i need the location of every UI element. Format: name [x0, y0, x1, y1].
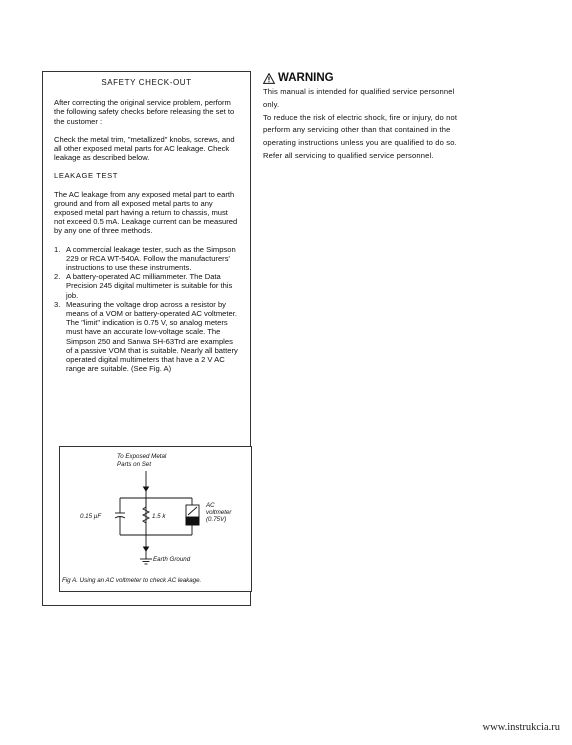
fig-label-parts-on-set: Parts on Set [117, 461, 152, 468]
leakage-test-heading: LEAKAGE TEST [54, 171, 119, 181]
list-item-text: A commercial leakage tester, such as the Simpson 229 or RCA WT-540A. Follow the manufacturers' instructions to use these instruments. [66, 244, 236, 273]
arrow-bottom [144, 547, 149, 551]
warning-triangle-icon [263, 73, 275, 84]
fig-label-capacitor: 0.15 µF [80, 513, 102, 520]
fig-label-earth-ground: Earth Ground [153, 556, 191, 563]
figure-a [59, 446, 252, 592]
warning-line: only. [263, 99, 280, 109]
list-item [54, 300, 239, 374]
figure-caption: Fig A. Using an AC voltmeter to check AC leakage. [62, 577, 202, 584]
fig-label-voltmeter: voltmeter [206, 509, 232, 516]
list-item-text: A battery-operated AC milliammeter. The Data Precision 245 digital multimeter is suitable for this job. [66, 272, 233, 300]
fig-label-resistor: 1.5 k [152, 513, 166, 520]
warning-line: perform any servicing other than that contained in the [263, 125, 451, 135]
panel-title: SAFETY CHECK-OUT [101, 78, 192, 87]
fig-label-voltage: (0.75V) [206, 516, 227, 523]
check-paragraph: Check the metal trim, "metallized" knobs, screws, and all other exposed metal parts for AC leakage. Check leakage as described below. [54, 134, 235, 163]
list-item-number: 3. [54, 299, 61, 309]
list-item [54, 245, 239, 273]
intro-paragraph: After correcting the original service problem, perform the following safety checks before releasing the set to the customer : [54, 98, 235, 126]
warning-title: WARNING [278, 72, 334, 84]
warning-line: To reduce the risk of electric shock, fire or injury, do not [263, 112, 458, 122]
list-item-number: 1. [54, 244, 61, 254]
list-item-text: Measuring the voltage drop across a resistor by means of a VOM or battery-operated AC voltmeter. The "limit" indication is 0.75 V, so analog meters must have an accurate low-voltage scale. The Simpson 250 and Sanwa SH-63Trd are examples of a passive VOM that is suitable. Nearly all battery operated digital multimeters that have a 2 V AC range are suitable. (See Fig. A) [66, 299, 238, 374]
fig-label-ac: AC [206, 502, 215, 509]
warning-line: operating instructions unless you are qualified to do so. [263, 138, 457, 148]
safety-checkout-panel [42, 71, 251, 606]
leakage-paragraph: The AC leakage from any exposed metal part to earth ground and from all exposed metal parts to any exposed metal part having a return to chassis, must not exceed 0.5 mA. Leakage current can be measured by any one of three methods. [54, 189, 238, 236]
warning-body [263, 86, 508, 163]
arrow-top [144, 487, 149, 491]
warning-line: This manual is intended for qualified service personnel [263, 87, 455, 96]
footer-site-link[interactable]: www.instrukcia.ru [482, 722, 560, 733]
list-item-number: 2. [54, 272, 61, 282]
method-list [54, 245, 239, 374]
warning-heading [263, 72, 508, 84]
warning-section [263, 72, 508, 163]
fig-label-exposed-metal: To Exposed Metal [117, 453, 167, 460]
warning-line: Refer all servicing to qualified service personnel. [263, 150, 434, 160]
list-item [54, 272, 239, 300]
meter-base [186, 517, 199, 525]
